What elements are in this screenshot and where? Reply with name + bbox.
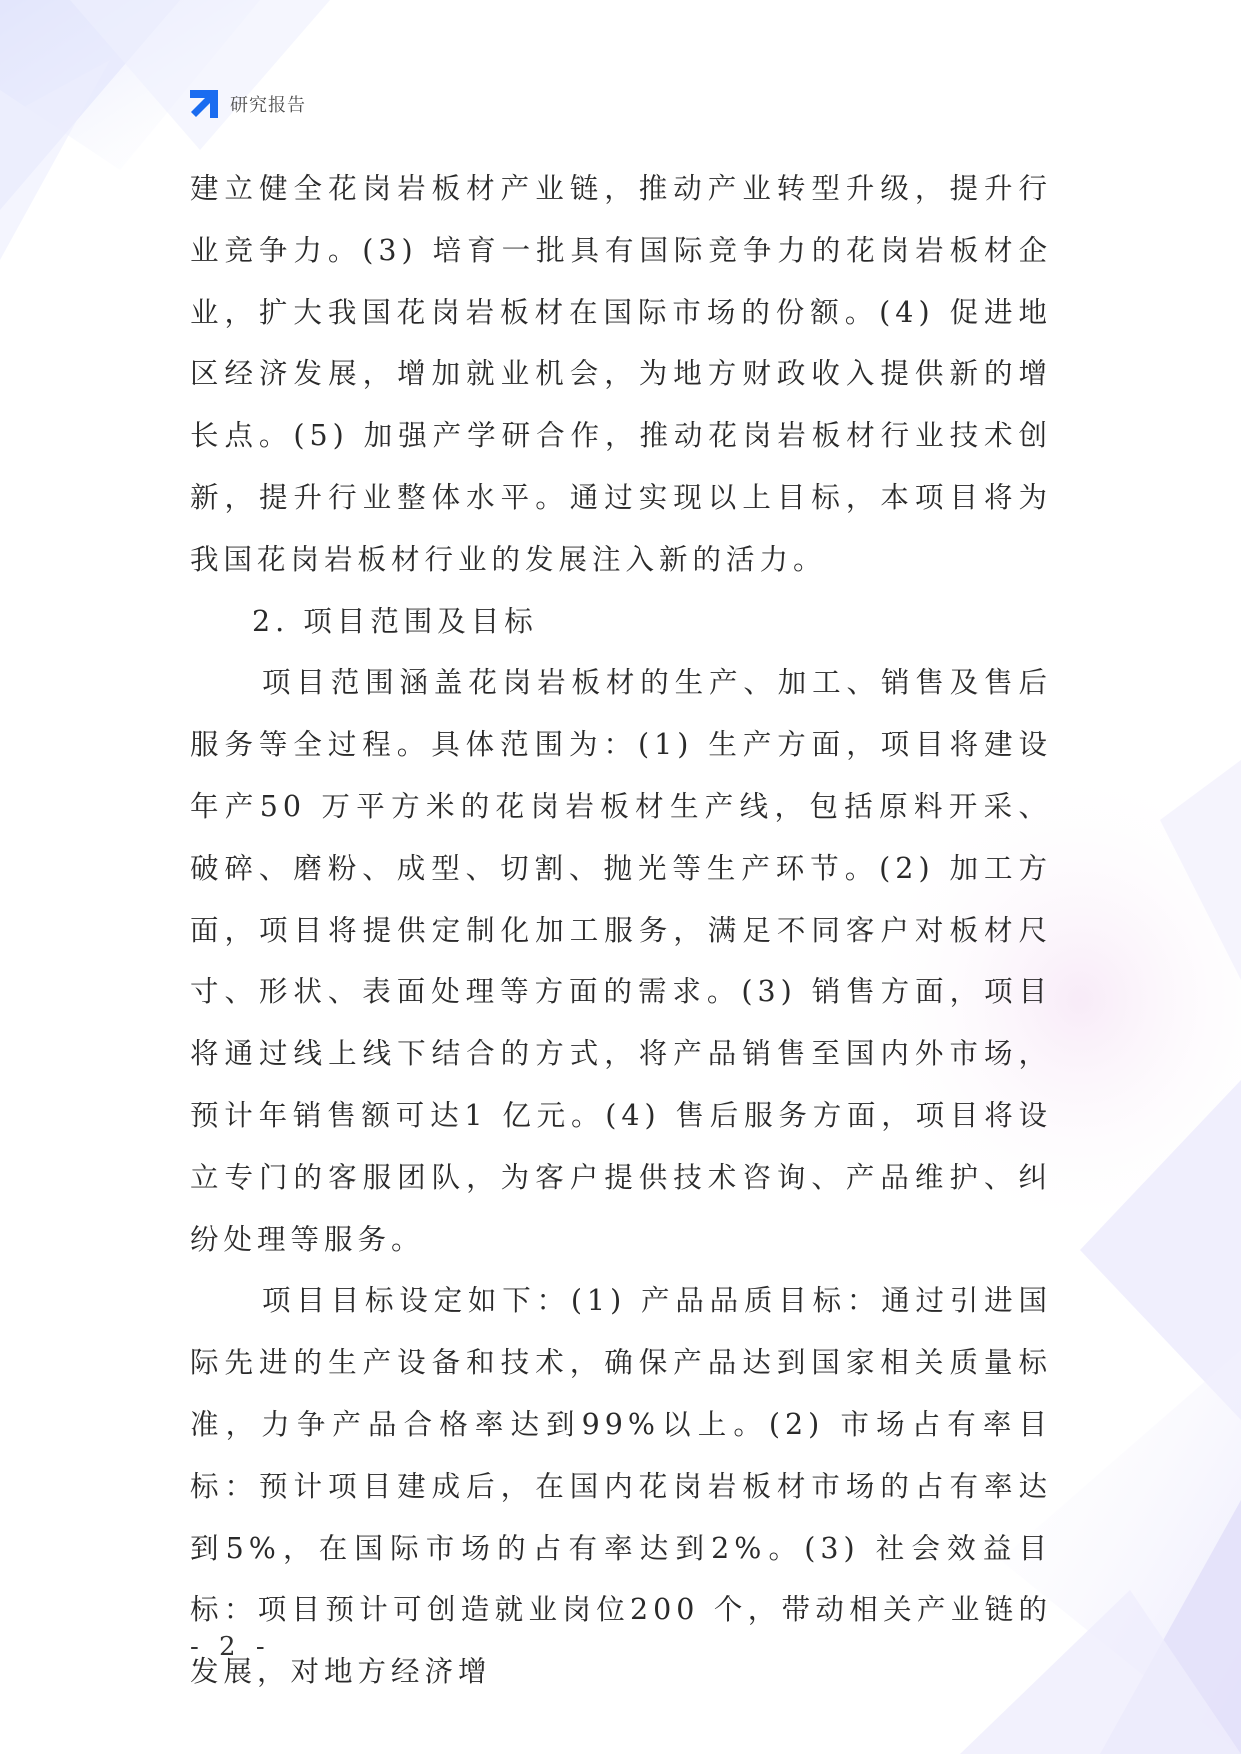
paragraph-objectives-continued: 建立健全花岗岩板材产业链，推动产业转型升级，提升行业竞争力。(3) 培育一批具有国际竞争力的花岗岩板材企业，扩大我国花岗岩板材在国际市场的份额。(4) 促进地区经济发展，增加就业机会，为地方财政收入提供新的增长点。(5) 加强产学研合作，推动花岗岩板材行业技术创新，提升行业整体水平。通过实现以上目标，本项目将为我国花岗岩板材行业的发展注入新的活力。: [190, 172, 1052, 576]
page-number: - 2 -: [190, 1632, 271, 1662]
paragraph-project-scope: 项目范围涵盖花岗岩板材的生产、加工、销售及售后服务等全过程。具体范围为：(1) 生产方面，项目将建设年产50 万平方米的花岗岩板材生产线，包括原料开采、破碎、磨粉、成型、切割、抛光等生产环节。(2) 加工方面，项目将提供定制化加工服务，满足不同客户对板材尺寸、形状、表面处理等方面的需求。(3) 销售方面，项目将通过线上线下结合的方式，将产品销售至国内外市场，预计年销售额可达1 亿元。(4) 售后服务方面，项目将设立专门的客服团队，为客户提供技术咨询、产品维护、纠纷处理等服务。: [190, 666, 1052, 1256]
header-title: 研究报告: [230, 95, 306, 116]
document-body: [190, 158, 1052, 1703]
paragraph-project-goals: 项目目标设定如下：(1) 产品品质目标：通过引进国际先进的生产设备和技术，确保产品达到国家相关质量标准，力争产品合格率达到99%以上。(2) 市场占有率目标：预计项目建成后，在国内花岗岩板材市场的占有率达到5%，在国际市场的占有率达到2%。(3) 社会效益目标：项目预计可创造就业岗位200 个，带动相关产业链的发展，对地方经济增: [190, 1284, 1052, 1689]
report-header: [188, 88, 306, 120]
section-heading: 2. 项目范围及目标: [252, 604, 538, 638]
arrow-up-right-icon: [188, 88, 220, 120]
